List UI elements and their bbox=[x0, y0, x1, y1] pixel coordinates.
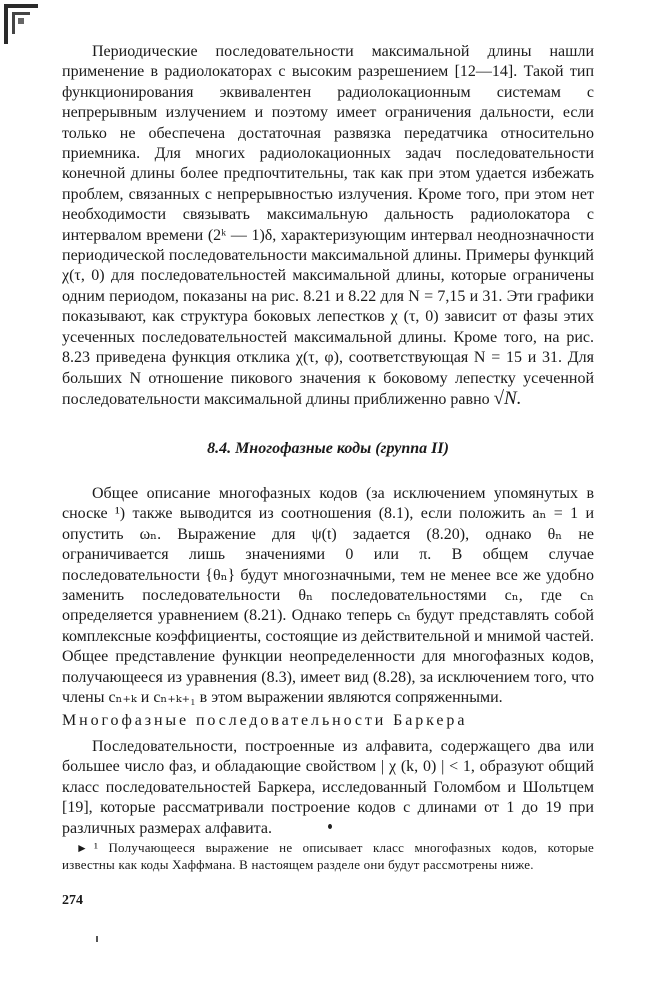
body-text-middle bbox=[62, 484, 594, 708]
corner-ornament-icon bbox=[4, 4, 38, 44]
paragraph-polyphase-codes: Общее описание многофазных кодов (за исключением упомянутых в сноске ¹) также выводится из соотношения (8.1), если положить aₙ = 1 и опустить ωₙ. Выражение для ψ(t) задается (8.20), однако θₙ не ограничивается лишь значениями 0 или π. В общем случае последовательности {θₙ} будут многозначными, тем не менее все же удобно заменить последовательности θₙ последовательностями cₙ, где cₙ определяется уравнением (8.21). Однако теперь cₙ будут представлять собой комплексные коэффициенты, состоящие из действительной и мнимой частей. Общее представление функции неопределенности для многофазных кодов, получающееся из уравнения (8.3), имеет вид (8.28), за исключением того, что члены cₙ₊ₖ и cₙ₊ₖ₊₁ в этом выражении являются сопряженными. bbox=[62, 485, 594, 707]
footnote-flag-icon: ► bbox=[76, 841, 89, 855]
sqrt-n-formula: √N. bbox=[493, 387, 522, 409]
subsection-heading: Многофазные последовательности Баркера bbox=[62, 712, 468, 729]
paragraph-1-text: Периодические последовательности максимальной длины нашли применение в радиолокаторах с высоким разрешением [12—14]. Такой тип функционирования эквивалентен радиолокационным системам с непрерывным излучением и поэтому имеет ограничения дальности, если только не обеспечена достаточная развязка передатчика относительно приемника. Для многих радиолокационных задач последовательности конечной длины более предпочтительны, так как при этом удается избежать проблем, связанных с непрерывностью излучения. Кроме того, при этом нет необходимости связывать максимальную дальность радиолокатора с интервалом времени (2ᵏ — 1)δ, характеризующим интервал неоднозначности периодической последовательности максимальной длины. Примеры функций χ(τ, 0) для последовательностей максимальной длины, которые ограничены одним периодом, показаны на рис. 8.21 и 8.22 для N = 7,15 и 31. Эти графики показывают, как структура боковых лепестков χ (τ, 0) зависит от фазы этих усеченных последовательностей максимальной длины. Кроме того, на рис. 8.23 приведена функция отклика χ(τ, φ), соответствующая N = 15 и 31. Для больших N отношение пикового значения к боковому лепестку усеченной последовательности максимальной длины приближенно равно bbox=[62, 43, 594, 408]
print-mark bbox=[96, 936, 98, 942]
body-text-top bbox=[62, 42, 594, 410]
section-heading: 8.4. Многофазные коды (группа II) bbox=[207, 440, 449, 457]
paragraph-max-length-sequences bbox=[62, 42, 594, 410]
footnote bbox=[62, 840, 594, 873]
paragraph-barker-sequences: Последовательности, построенные из алфавита, содержащего два или большее число фаз, и обладающие свойством | χ (k, 0) | < 1, образуют общий класс последовательностей Баркера, исследованный Голомбом и Шольтцем [19], которые рассматривали построение кодов с длинами от 1 до 19 при различных размерах алфавита. bbox=[62, 738, 594, 837]
page-number: 274 bbox=[62, 893, 83, 908]
print-speck bbox=[328, 824, 332, 829]
footnote-text: ¹ Получающееся выражение не описывает класс многофазных кодов, которые известны как коды Хаффмана. В настоящем разделе они будут рассмотрены ниже. bbox=[62, 840, 594, 872]
